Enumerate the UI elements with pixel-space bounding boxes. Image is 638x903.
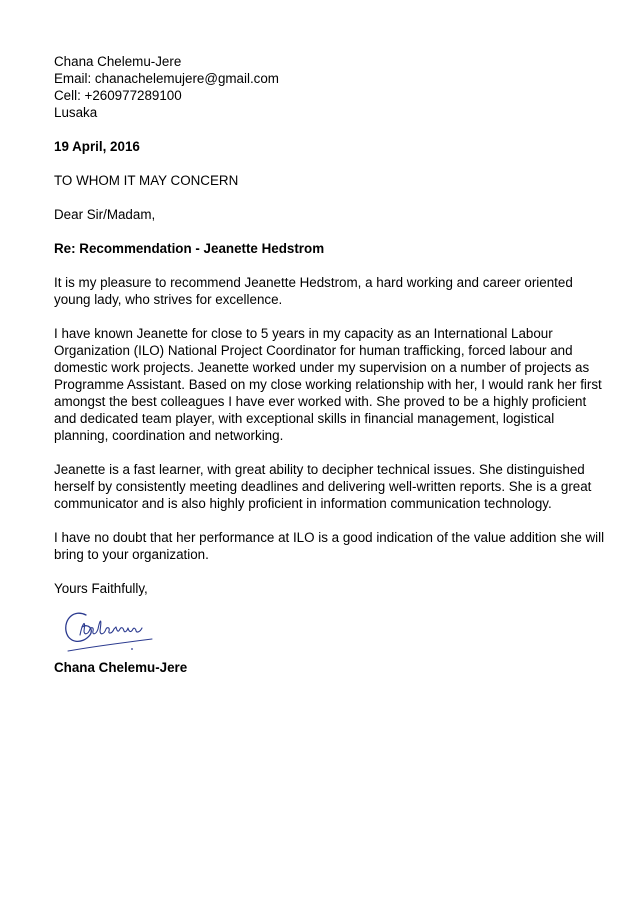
letter-date: 19 April, 2016 [54,139,140,154]
sender-block [54,53,594,121]
paragraph-3 [54,461,594,512]
paragraph-line: bring to your organization. [54,547,209,562]
paragraph-2 [54,325,602,444]
closing: Yours Faithfully, [54,581,148,596]
paragraph-line: young lady, who strives for excellence. [54,292,283,307]
sender-email: Email: chanachelemujere@gmail.com [54,71,279,86]
sender-cell: Cell: +260977289100 [54,88,182,103]
subject-line: Re: Recommendation - Jeanette Hedstrom [54,241,325,256]
salutation: Dear Sir/Madam, [54,207,156,222]
paragraph-4 [54,529,605,563]
paragraph-line: and dedicated team player, with exceptional skills in financial management, logistical [54,411,555,426]
sender-name: Chana Chelemu-Jere [54,54,182,69]
paragraph-line: I have no doubt that her performance at ILO is a good indication of the value addition she will [54,530,605,545]
paragraph-line: communicator and is also highly proficient in information communication technology. [54,496,552,511]
paragraph-line: amongst the best colleagues I have ever worked with. She proved to be a highly proficient [54,394,587,409]
paragraph-line: It is my pleasure to recommend Jeanette Hedstrom, a hard working and career oriented [54,275,573,290]
paragraph-line: Jeanette is a fast learner, with great ability to decipher technical issues. She distinguished [54,462,585,477]
paragraph-line: planning, coordination and networking. [54,428,284,443]
signature [54,601,594,659]
paragraph-line: domestic work projects. Jeanette worked under my supervision on a number of projects as [54,360,590,375]
paragraph-line: Organization (ILO) National Project Coordinator for human trafficking, forced labour and [54,343,573,358]
paragraph-1 [54,274,594,308]
letter [54,53,605,676]
to-whom-heading: TO WHOM IT MAY CONCERN [54,173,239,188]
signature-image [60,605,160,657]
paragraph-line: herself by consistently meeting deadlines and delivering well-written reports. She is a great [54,479,592,494]
paragraph-line: Programme Assistant. Based on my close working relationship with her, I would rank her first [54,377,602,392]
signatory-name: Chana Chelemu-Jere [54,660,188,675]
sender-city: Lusaka [54,105,98,120]
paragraph-line: I have known Jeanette for close to 5 years in my capacity as an International Labour [54,326,553,341]
